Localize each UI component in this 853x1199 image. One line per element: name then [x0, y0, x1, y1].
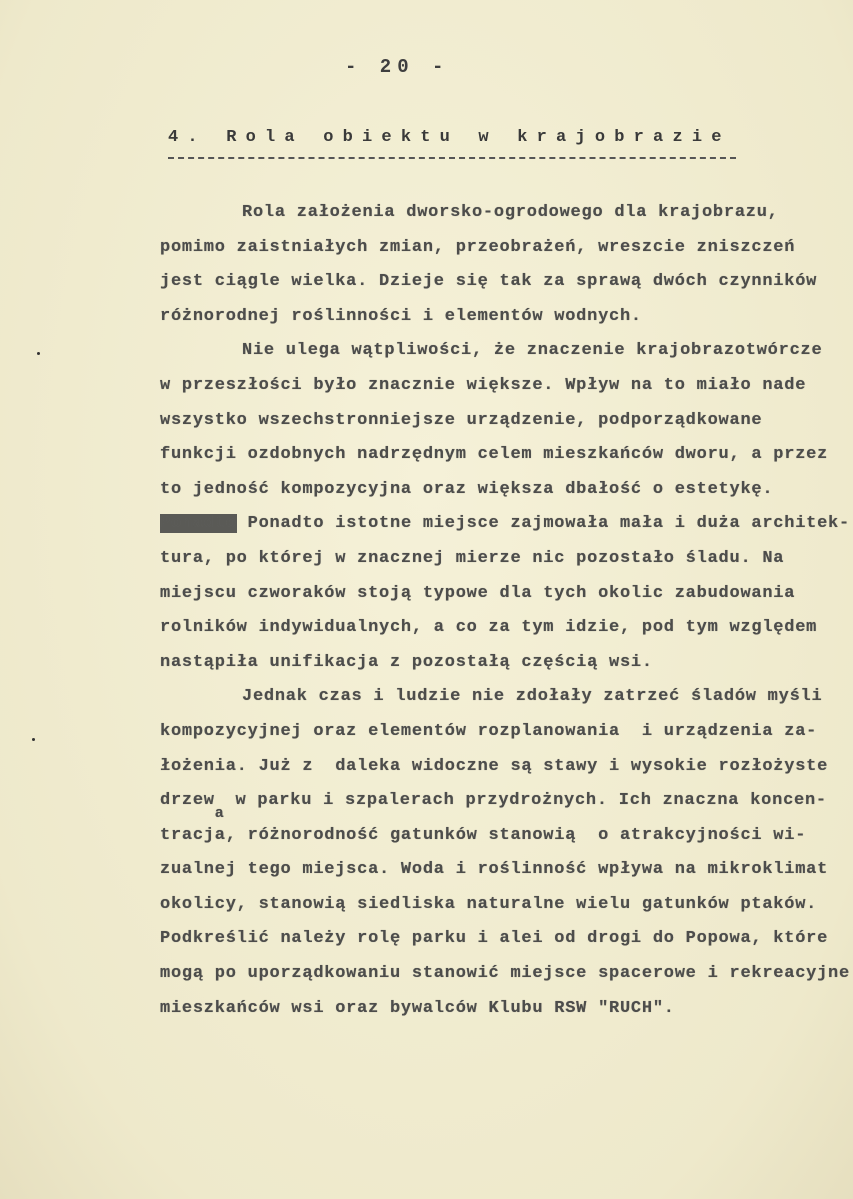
body-text	[160, 196, 850, 1026]
line-text: łożenia. Już z daleka widoczne są stawy i wysokie rozłożyste	[160, 756, 829, 776]
line-text: to jedność kompozycyjna oraz większa dbałość o estetykę.	[160, 479, 774, 499]
subscript-correction: a	[214, 805, 225, 823]
line-text: różnorodnej roślinności i elementów wodnych.	[160, 306, 642, 326]
text-line	[160, 715, 830, 750]
struck-over-word: Ponadto	[160, 514, 237, 534]
text-line	[160, 404, 830, 439]
text-line	[160, 646, 830, 681]
line-text: Nie ulega wątpliwości, że znaczenie krajobrazotwórcze	[242, 341, 823, 361]
paper-speck	[32, 738, 35, 741]
section-heading: 4. Rola obiektu w krajobrazie	[168, 128, 731, 147]
line-text: nastąpiła unifikacja z pozostałą częścią wsi.	[160, 652, 653, 672]
heading-underline	[168, 157, 736, 159]
line-text: rolników indywidualnych, a co za tym idzie, pod tym względem	[160, 618, 818, 638]
text-line	[160, 992, 830, 1027]
line-text: mieszkańców wsi oraz bywalców Klubu RSW "RUCH".	[160, 998, 675, 1018]
paper-speck	[37, 352, 40, 355]
text-line	[160, 369, 830, 404]
text-line	[160, 784, 830, 823]
text-line	[160, 888, 830, 923]
text-line	[160, 196, 830, 231]
line-text: Ponadto istotne miejsce zajmowała mała i duża architek-	[236, 514, 850, 534]
text-line	[160, 507, 850, 542]
line-text: tracja, różnorodność gatunków stanowią o atrakcyjności wi-	[160, 825, 807, 845]
text-line	[160, 231, 830, 266]
text-line	[160, 750, 830, 785]
text-line	[160, 438, 830, 473]
line-text: pomimo zaistniałych zmian, przeobrażeń, wreszcie zniszczeń	[160, 237, 796, 257]
text-line	[160, 922, 830, 957]
line-text: w parku i szpalerach przydrożnych. Ich znaczna koncen-	[224, 791, 827, 811]
line-text: funkcji ozdobnych nadrzędnym celem mieszkańców dworu, a przez	[160, 445, 829, 465]
line-text: jest ciągle wielka. Dzieje się tak za sprawą dwóch czynników	[160, 272, 818, 292]
text-line	[160, 611, 830, 646]
text-line	[160, 957, 850, 992]
text-line	[160, 334, 830, 369]
line-text: kompozycyjnej oraz elementów rozplanowania i urządzenia za-	[160, 721, 818, 741]
page-number: - 20 -	[345, 56, 450, 78]
line-text: Rola założenia dworsko-ogrodowego dla krajobrazu,	[242, 203, 779, 222]
line-text: drzew	[160, 791, 215, 811]
line-text: tura, po której w znacznej mierze nic pozostało śladu. Na	[160, 548, 785, 568]
text-line	[160, 577, 830, 612]
text-line	[160, 473, 830, 508]
line-text: w przeszłości było znacznie większe. Wpływ na to miało nade	[160, 375, 807, 395]
text-line	[160, 853, 830, 888]
line-text: okolicy, stanowią siedliska naturalne wielu gatunków ptaków.	[160, 894, 818, 914]
text-line	[160, 542, 830, 577]
line-text: miejscu czworaków stoją typowe dla tych okolic zabudowania	[160, 583, 796, 603]
text-line	[160, 680, 830, 715]
line-text: mogą po uporządkowaniu stanowić miejsce spacerowe i rekreacyjne	[160, 964, 850, 984]
line-text: zualnej tego miejsca. Woda i roślinność wpływa na mikroklimat	[160, 860, 829, 880]
text-line	[160, 819, 830, 854]
line-text: wszystko wszechstronniejsze urządzenie, podporządkowane	[160, 410, 763, 430]
text-line	[160, 300, 830, 335]
text-line	[160, 265, 830, 300]
line-text: Jednak czas i ludzie nie zdołały zatrzeć śladów myśli	[242, 687, 823, 707]
line-text: Podkreślić należy rolę parku i alei od drogi do Popowa, które	[160, 929, 829, 949]
